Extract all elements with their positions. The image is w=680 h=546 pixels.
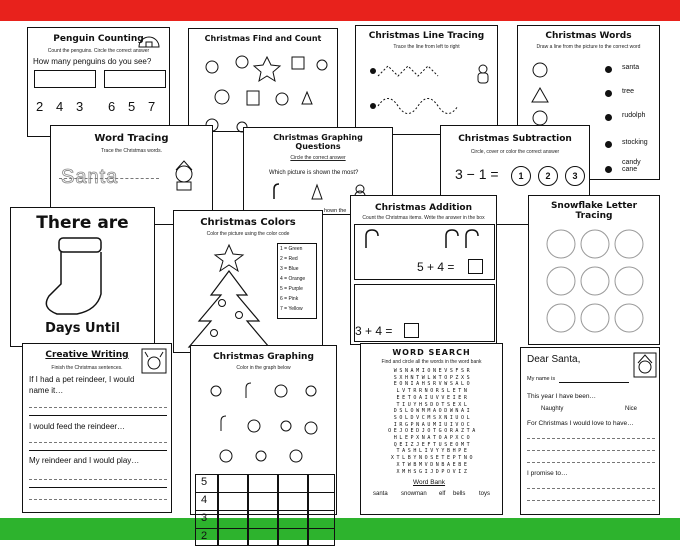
word-bank-word: bells	[453, 491, 466, 497]
color-code-item: 3 = Blue	[280, 266, 299, 272]
answer-number: 7	[148, 99, 156, 114]
promise-prompt: I promise to…	[527, 470, 568, 477]
christmas-tree-icon	[184, 243, 274, 351]
writing-line	[29, 450, 167, 451]
sheet-title: Christmas Words	[545, 31, 632, 41]
letter-grid-row: HLEPXNATOAPXCO	[393, 435, 473, 442]
penguin-counting-sheet	[27, 27, 170, 137]
graphing-pictures	[206, 376, 324, 466]
sheet-instructions: Circle the correct answer	[290, 155, 346, 161]
sheet-instructions: Draw a line from the picture to the correct word	[536, 44, 641, 50]
match-dot	[605, 166, 612, 173]
trace-guide-line	[59, 178, 159, 179]
sheet-title: Christmas Find and Count	[204, 34, 322, 43]
addition-equation: 5 + 4 =	[417, 260, 455, 274]
santa-icon	[633, 352, 657, 378]
countdown-bottom-text: Days Until	[45, 321, 120, 336]
answer-number: 4	[56, 99, 64, 114]
sheet-instructions: Color the picture using the color code	[206, 231, 290, 237]
igloo-icon	[138, 34, 160, 48]
match-word: stocking	[622, 139, 648, 146]
sheet-instructions: Circle, cover or color the correct answer	[470, 149, 560, 155]
sheet-title: WORD SEARCH	[392, 348, 471, 357]
writing-prompt: My reindeer and I would play…	[29, 456, 140, 465]
sheet-title: Snowflake Letter Tracing	[550, 201, 638, 221]
answer-number: 6	[108, 99, 116, 114]
graph-column-line	[247, 474, 249, 546]
letter-line	[527, 462, 655, 463]
dear-santa-sheet	[520, 347, 660, 515]
bottom-color-bar	[0, 518, 680, 540]
wish-prompt: For Christmas I would love to have…	[527, 420, 634, 427]
graph-axis-number: 4	[201, 494, 208, 506]
letter-grid-row: XTLBYNOSETEPTNO	[390, 455, 476, 462]
graph-axis-number: 2	[201, 530, 208, 542]
color-code-item: 7 = Yellow	[280, 306, 303, 312]
letter-grid-row: IRGPNAUMIUIVOC	[393, 421, 473, 428]
letter-line	[527, 450, 655, 451]
sheet-title: Penguin Counting	[53, 34, 144, 44]
letter-grid-row: LVTRRNORSLETN	[396, 388, 470, 395]
writing-line	[29, 407, 167, 408]
letter-grid-row: TIUYHSDOTSEXL	[396, 401, 470, 408]
sheet-title: Christmas Addition	[374, 203, 473, 213]
nice-option: Nice	[625, 406, 638, 412]
word-bank-word: elf	[439, 491, 446, 497]
letter-greeting: Dear Santa,	[527, 354, 581, 365]
question-text: Which picture is shown the most?	[269, 170, 359, 176]
sheet-title: Christmas Colors	[200, 217, 296, 228]
letter-grid-row: WSNAMIONEVSFSR	[393, 368, 473, 374]
sheet-instructions: Trace the line from left to right	[393, 44, 460, 50]
sheet-title: Christmas Graphing Questions	[273, 133, 363, 151]
letter-grid-row: TASHLIVYYBHPE	[396, 448, 470, 455]
answer-number: 5	[128, 99, 136, 114]
subtraction-equation: 3 − 1 =	[455, 166, 499, 182]
creative-writing-sheet	[22, 343, 172, 513]
snowflake-tracing-sheet	[528, 195, 660, 345]
color-code-item: 1 = Green	[280, 246, 303, 252]
graph-axis-number: 5	[201, 476, 208, 488]
match-dot	[605, 66, 612, 73]
santa-icon	[169, 160, 199, 190]
stocking-icon	[41, 236, 111, 321]
letter-grid	[365, 368, 501, 475]
sheet-instructions: Trace the Christmas words.	[101, 148, 162, 154]
graph-row-line	[195, 510, 335, 511]
answer-number: 2	[36, 99, 44, 114]
letter-grid-row: SOLDVCMSXNIUOL	[393, 414, 473, 421]
word-bank-label: Word Bank	[413, 479, 446, 486]
graph-column-line	[277, 474, 279, 546]
letter-grid-row: SXHNTWLWTOPZXS	[393, 374, 473, 381]
letter-line	[527, 488, 655, 489]
letter-grid-row: EONIAHSRVWSALO	[393, 381, 473, 388]
letter-grid-row: XMHSGIJDPOVIZ	[396, 468, 470, 475]
countdown-sheet	[10, 207, 155, 347]
top-color-bar	[0, 0, 680, 21]
letter-grid-row: XTWBMVDNBAEBE	[396, 461, 470, 468]
sheet-instructions: Count the penguins. Circle the correct answer	[47, 48, 150, 54]
color-code-item: 6 = Pink	[280, 296, 299, 302]
sheet-instructions: Count the Christmas items. Write the answer in the box	[362, 215, 485, 221]
writing-line	[29, 442, 167, 443]
match-dot	[605, 114, 612, 121]
name-line	[559, 382, 629, 383]
snowflake-icons	[543, 226, 647, 336]
match-word: candy cane	[622, 159, 641, 173]
find-and-count-sheet	[188, 28, 338, 132]
sheet-instructions: Finish the Christmas sentences.	[51, 365, 123, 371]
penguin-picture-box	[104, 70, 166, 88]
writing-line	[29, 487, 167, 488]
letter-grid-row: DSLOWMMAODWNAI	[393, 408, 473, 415]
naughty-option: Naughty	[541, 406, 564, 412]
color-code-item: 5 = Purple	[280, 286, 303, 292]
christmas-colors-sheet	[173, 210, 323, 353]
ornaments-icon	[197, 47, 332, 132]
match-word: tree	[622, 88, 635, 95]
sheet-title: Creative Writing	[45, 350, 129, 360]
graph-axis-number: 3	[201, 512, 208, 524]
word-search-sheet	[360, 343, 503, 515]
match-dot	[605, 90, 612, 97]
graph-column-line	[217, 474, 219, 546]
graph-row-line	[195, 528, 335, 529]
sheet-title: Christmas Subtraction	[458, 134, 572, 144]
match-dot	[605, 141, 612, 148]
word-bank-word: toys	[479, 491, 491, 497]
color-code-item: 4 = Orange	[280, 276, 306, 282]
writing-line	[29, 499, 167, 500]
answer-ornament: 3	[565, 166, 585, 186]
sheet-title: Christmas Line Tracing	[368, 31, 485, 41]
year-prompt: This year I have been…	[527, 393, 597, 400]
letter-grid-row: QEIZJEFTUSEOMT	[393, 441, 473, 448]
graph-column-line	[307, 474, 309, 546]
answer-box	[404, 323, 419, 338]
letter-grid-row: EETOAIUVVEIER	[396, 394, 470, 401]
christmas-graphing-sheet	[190, 345, 337, 542]
match-word: santa	[622, 64, 640, 71]
letter-grid-row: OEJOEDJOTGORAZTA	[388, 428, 478, 435]
writing-prompt: I would feed the reindeer…	[29, 422, 126, 431]
match-word: rudolph	[622, 112, 646, 119]
addition-sheet	[350, 195, 497, 345]
graph-row-line	[195, 492, 335, 493]
graphing-question-fragment: hown the	[324, 208, 347, 214]
reindeer-icon	[141, 348, 167, 374]
candy-cane-icons	[361, 228, 491, 250]
sheet-instructions: Color in the graph below	[236, 365, 291, 371]
penguin-picture-box	[34, 70, 96, 88]
addition-equation: 3 + 4 =	[355, 324, 393, 338]
answer-ornament: 2	[538, 166, 558, 186]
word-bank-word: santa	[373, 491, 388, 497]
writing-line	[29, 415, 167, 416]
sheet-title: Christmas Graphing	[213, 352, 314, 362]
answer-ornament: 1	[511, 166, 531, 186]
answer-box	[468, 259, 483, 274]
sheet-instructions: Find and circle all the words in the word bank	[381, 359, 482, 365]
trace-word: Santa	[61, 166, 119, 188]
answer-number: 3	[76, 99, 84, 114]
question-text: How many penguins do you see?	[33, 57, 152, 66]
word-bank-word: snowman	[401, 491, 427, 497]
name-label: My name is	[527, 376, 556, 382]
writing-line	[29, 479, 167, 480]
sheet-title: Word Tracing	[94, 133, 169, 144]
color-code-item: 2 = Red	[280, 256, 298, 262]
line-tracing-sheet	[355, 25, 498, 135]
letter-line	[527, 438, 655, 439]
gingerbread-icon	[474, 64, 492, 84]
countdown-top-text: There are	[36, 213, 129, 233]
writing-prompt: If I had a pet reindeer, I would name it…	[29, 375, 135, 395]
letter-line	[527, 500, 655, 501]
